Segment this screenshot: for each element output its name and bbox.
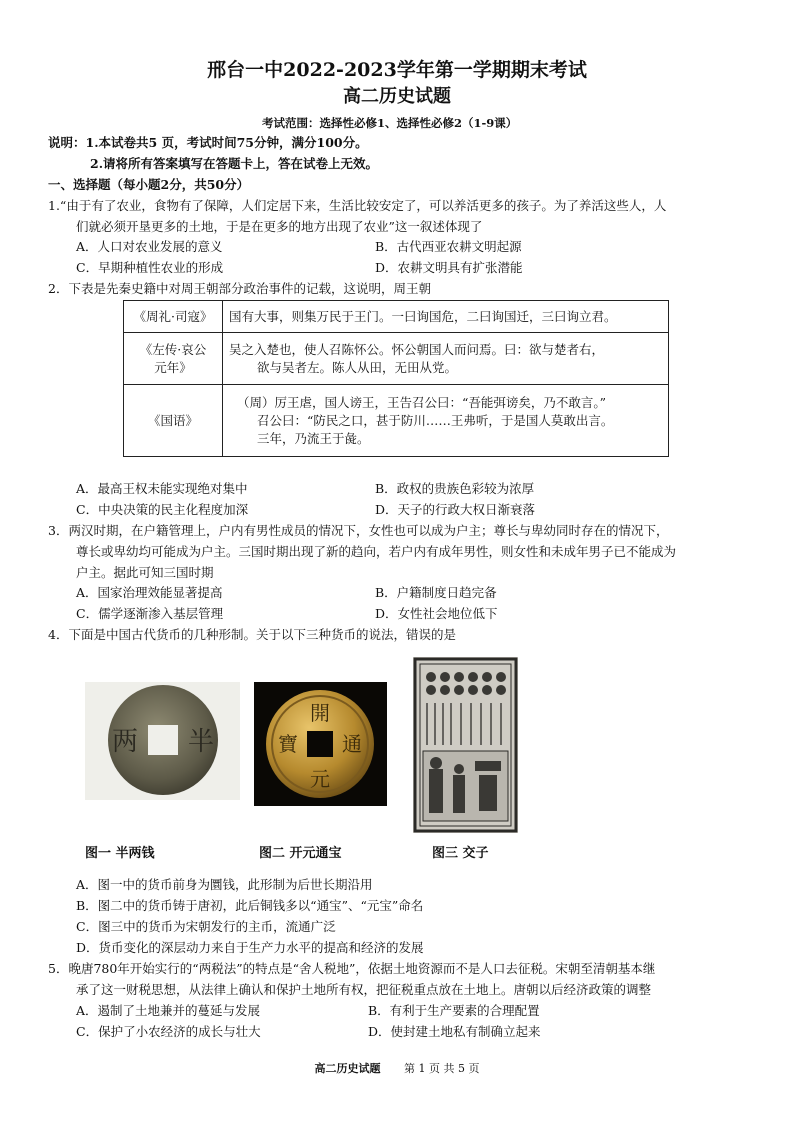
q3-stem-line2: 尊长或卑幼均可能成为户主。三国时期出现了新的趋向，若户内有成年男性，则女性和未成年男子已不能成为 bbox=[76, 544, 677, 559]
quote-cell: 国有大事，则集万民于王门。一曰询国危，二曰询国迁，三曰询立君。 bbox=[223, 301, 669, 333]
source-cell: 《周礼·司寇》 bbox=[124, 301, 223, 333]
q1-option-d: D．农耕文明具有扩张潜能 bbox=[375, 260, 523, 275]
q5-option-c: C．保护了小农经济的成长与壮大 bbox=[76, 1024, 261, 1039]
quote-line: 三年，乃流王于彘。 bbox=[257, 430, 370, 446]
q2-option-a: A．最高王权未能实现绝对集中 bbox=[76, 481, 248, 496]
quote-line: 欲与吴者左。陈人从田，无田从党。 bbox=[257, 359, 458, 375]
q3-option-d: D．女性社会地位低下 bbox=[375, 606, 498, 621]
page-number: 第 1 页 共 5 页 bbox=[404, 1062, 480, 1075]
q4-option-a: A．图一中的货币前身为圜钱，此形制为后世长期沿用 bbox=[76, 877, 373, 892]
q2-option-b: B．政权的贵族色彩较为浓厚 bbox=[375, 481, 535, 496]
footer-exam-name: 高二历史试题 bbox=[314, 1062, 381, 1075]
quote-cell bbox=[223, 385, 669, 457]
quote-cell bbox=[223, 333, 669, 385]
figure1-caption: 图一 半两钱 bbox=[85, 846, 155, 861]
q2-option-c: C．中央决策的民主化程度加深 bbox=[76, 502, 249, 517]
note-1: 说明：1.本试卷共5 页，考试时间75分钟，满分100分。 bbox=[48, 135, 368, 150]
table-row bbox=[124, 385, 669, 457]
jiaozi-banknote-image bbox=[413, 657, 518, 833]
q3-stem-line3: 户主。据此可知三国时期 bbox=[76, 565, 214, 580]
kaiyuan-tongbao-image bbox=[254, 682, 387, 806]
page-footer bbox=[0, 1060, 794, 1076]
section-heading: 一、选择题（每小题2分，共50分） bbox=[48, 177, 250, 192]
exam-subtitle: 高二历史试题 bbox=[343, 86, 451, 107]
q5-option-a: A．遏制了土地兼并的蔓延与发展 bbox=[76, 1003, 261, 1018]
q3-option-c: C．儒学逐渐渗入基层管理 bbox=[76, 606, 224, 621]
quote-line: 召公曰：“防民之口，甚于防川……王弗听，于是国人莫敢出言。 bbox=[257, 412, 614, 428]
q4-option-b: B．图二中的货币铸于唐初，此后铜钱多以“通宝”、“元宝”命名 bbox=[76, 898, 424, 913]
source-line: 《左传·哀公 bbox=[139, 341, 207, 357]
q2-stem: 2．下表是先秦史籍中对周王朝部分政治事件的记载，这说明，周王朝 bbox=[48, 281, 431, 296]
exam-title: 邢台一中2022-2023学年第一学期期末考试 bbox=[207, 59, 587, 81]
coin-character: 寶 bbox=[278, 732, 298, 756]
figure3-caption: 图三 交子 bbox=[432, 846, 489, 861]
q4-option-d: D．货币变化的深层动力来自于生产力水平的提高和经济的发展 bbox=[76, 940, 424, 955]
coin-character: 元 bbox=[310, 767, 330, 791]
q4-stem: 4．下面是中国古代货币的几种形制。关于以下三种货币的说法，错误的是 bbox=[48, 627, 456, 642]
exam-scope: 考试范围：选择性必修1、选择性必修2（1-9课） bbox=[262, 116, 518, 130]
q1-option-a: A．人口对农业发展的意义 bbox=[76, 239, 223, 254]
table-row bbox=[124, 333, 669, 385]
q1-stem-line2: 们就必须开垦更多的土地，于是在更多的地方出现了农业”这一叙述体现了 bbox=[76, 219, 483, 234]
q1-option-c: C．早期种植性农业的形成 bbox=[76, 260, 224, 275]
q5-stem-line2: 承了这一财税思想，从法律上确认和保护土地所有权，把征税重点放在土地上。唐朝以后经济政策的调整 bbox=[76, 982, 652, 997]
source-cell bbox=[124, 333, 223, 385]
q5-option-d: D．使封建土地私有制确立起来 bbox=[368, 1024, 541, 1039]
source-line: 元年》 bbox=[154, 359, 192, 375]
coin-character: 两 bbox=[111, 727, 139, 757]
q5-option-b: B．有利于生产要素的合理配置 bbox=[368, 1003, 540, 1018]
note-2: 2.请将所有答案填写在答题卡上，答在试卷上无效。 bbox=[90, 156, 379, 171]
quote-line: （周）厉王虐，国人谤王，王告召公曰：“吾能弭谤矣，乃不敢言。” bbox=[237, 394, 607, 410]
coin-character: 通 bbox=[342, 732, 362, 756]
q1-option-b: B．古代西亚农耕文明起源 bbox=[375, 239, 522, 254]
q1-stem-line1: 1.“由于有了农业，食物有了保障，人们定居下来，生活比较安定了，可以养活更多的孩子。为了养活这些人，人 bbox=[48, 198, 667, 213]
q2-option-d: D．天子的行政大权日渐衰落 bbox=[375, 502, 536, 517]
source-cell: 《国语》 bbox=[124, 385, 223, 457]
q2-source-table bbox=[123, 300, 669, 457]
banliang-coin-image bbox=[85, 682, 240, 800]
q5-stem-line1: 5．晚唐780年开始实行的“两税法”的特点是“舍人税地”，依据土地资源而不是人口去征税。宋朝至清朝基本继 bbox=[48, 961, 656, 976]
figure2-caption: 图二 开元通宝 bbox=[259, 846, 342, 861]
table-row bbox=[124, 301, 669, 333]
coin-character: 開 bbox=[310, 701, 330, 725]
quote-line: 吴之入楚也，使人召陈怀公。怀公朝国人而问焉。曰：欲与楚者右， bbox=[229, 341, 605, 357]
q3-option-b: B．户籍制度日趋完备 bbox=[375, 585, 497, 600]
q3-option-a: A．国家治理效能显著提高 bbox=[76, 585, 223, 600]
coin-character: 半 bbox=[187, 727, 215, 757]
q4-option-c: C．图三中的货币为宋朝发行的主币，流通广泛 bbox=[76, 919, 336, 934]
q3-stem-line1: 3．两汉时期，在户籍管理上，户内有男性成员的情况下，女性也可以成为户主；尊长与卑幼同时存在的情况下， bbox=[48, 523, 669, 538]
